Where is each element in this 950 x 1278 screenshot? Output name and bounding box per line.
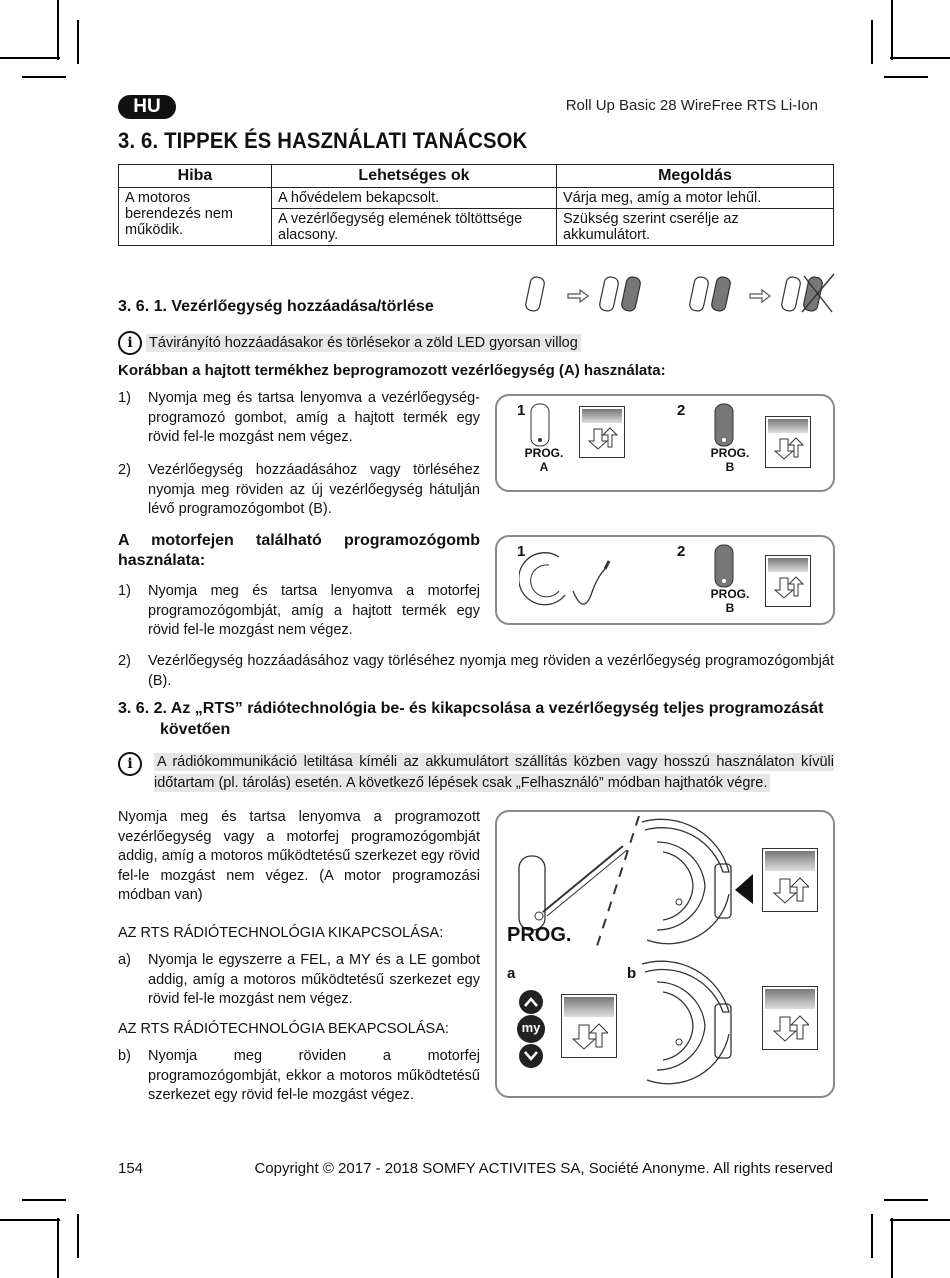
crop-mark [871, 1214, 873, 1258]
list-label: b) [118, 1048, 131, 1064]
prog-label: PROG. [507, 924, 572, 946]
blind-icon [765, 416, 811, 468]
crop-mark [890, 57, 950, 59]
info-note-text: Távirányító hozzáadásakor és törlésekor a zöld LED gyorsan villog [146, 334, 581, 352]
intro-paragraph: Nyomja meg és tartsa lenyomva a programozott vezérlőegység vagy a motorfej programozógombját addig, amíg a motoros működtetésű szerkezet egy rövid fel-le mozgást nem végez. (A motor programozási módban van) [118, 809, 480, 903]
blind-icon [561, 994, 617, 1058]
figure-motor-programming [495, 535, 835, 625]
list-item [118, 1047, 480, 1106]
list-item-text: Vezérlőegység hozzáadásához vagy törléséhez nyomja meg röviden az új vezérlőegység hátulján lévő programozógombot (B). [148, 462, 480, 517]
table-cell-solution: Szükség szerint cserélje az akkumulátort. [557, 209, 834, 246]
crop-mark [884, 1199, 928, 1201]
crop-mark [884, 76, 928, 78]
list-item [118, 461, 480, 520]
subsection-title-362-line1: 3. 6. 2. Az „RTS” rádiótechnológia be- és kikapcsolása a vezérlőegység teljes programozását [118, 700, 824, 717]
step-number: 2 [677, 402, 686, 419]
info-note-362 [118, 752, 834, 794]
list-number: 1) [118, 583, 131, 599]
table-header-problem: Hiba [119, 165, 272, 188]
subsection-title-362 [118, 698, 834, 740]
my-button-label: my [521, 1020, 541, 1035]
table-cell-solution: Várja meg, amíg a motor lehűl. [557, 188, 834, 209]
prog-label [707, 587, 753, 615]
figure-rts-toggle [495, 810, 835, 1098]
blind-icon [762, 986, 818, 1050]
info-note-361 [118, 331, 581, 355]
crop-mark [891, 0, 893, 60]
prog-text: PROG. [710, 587, 750, 601]
product-name: Roll Up Basic 28 WireFree RTS Li-Ion [565, 97, 818, 114]
subtitle-remote-a: Korábban a hajtott termékhez beprogramozott vezérlőegység (A) használata: [118, 362, 666, 379]
list-item-text: Nyomja le egyszerre a FEL, a MY és a LE gombot addig, amíg a motoros működtetésű szerkezet egy rövid fel-le mozgást nem végez. [148, 952, 480, 1007]
crop-mark [890, 1219, 950, 1221]
section-title: 3. 6. TIPPEK ÉS HASZNÁLATI TANÁCSOK [118, 128, 528, 153]
table-header-solution: Megoldás [557, 165, 834, 188]
up-down-arrows-icon [772, 574, 804, 600]
crop-mark [22, 76, 66, 78]
remote-label-a: A [539, 460, 549, 474]
remote-back-icon [525, 402, 559, 450]
list-item [118, 389, 480, 448]
remote-label-b: B [725, 460, 735, 474]
step-number: 1 [517, 402, 526, 419]
step-number: 2 [677, 543, 686, 560]
crop-mark [77, 20, 79, 64]
troubleshooting-table [118, 164, 834, 246]
copyright: Copyright © 2017 - 2018 SOMFY ACTIVITES SA, Société Anonyme. All rights reserved [254, 1160, 833, 1177]
list-item [118, 582, 480, 641]
rts-off-title: AZ RTS RÁDIÓTECHNOLÓGIA KIKAPCSOLÁSA: [118, 925, 444, 941]
crop-mark [57, 1218, 59, 1278]
crop-mark [891, 1218, 893, 1278]
list-label: a) [118, 952, 131, 968]
blind-icon [579, 406, 625, 458]
subsection-title-361: 3. 6. 1. Vezérlőegység hozzáadása/törlése [118, 298, 434, 315]
crop-mark [0, 1219, 60, 1221]
rts-on-title: AZ RTS RÁDIÓTECHNOLÓGIA BEKAPCSOLÁSA: [118, 1021, 449, 1037]
list-number: 2) [118, 653, 131, 669]
info-icon: i [118, 331, 142, 355]
step-number: 1 [517, 543, 526, 560]
motor-head-icon [519, 551, 619, 613]
remote-pairing-illustration [520, 272, 840, 318]
up-down-arrows-icon [771, 1013, 809, 1043]
list-item-text: Nyomja meg és tartsa lenyomva a motorfej programozógombját, amíg a hajtott termék egy rövid fel-le mozgást nem végez. [148, 583, 480, 638]
crop-mark [77, 1214, 79, 1258]
prog-label [521, 446, 567, 474]
list-item [118, 951, 480, 1010]
blind-icon [762, 848, 818, 912]
prog-text: PROG. [524, 446, 564, 460]
table-row [119, 188, 834, 209]
info-note-text: A rádiókommunikáció letiltása kíméli az akkumulátort szállítás közben vagy hosszú használaton kívüli időtartam (pl. tárolás) esetén. A következő lépések csak „Felhasználó” módban hajthatók végre. [154, 754, 834, 791]
list-item-text: Nyomja meg röviden a motorfej programozógombját, ekkor a motoros működtetésű szerkezet egy rövid fel-le mozgást végez. [148, 1048, 480, 1103]
language-badge: HU [118, 95, 176, 119]
figure-remote-programming [495, 394, 835, 492]
remote-label-b: B [725, 601, 735, 615]
list-item-text: Nyomja meg és tartsa lenyomva a vezérlőegység-programozó gombot, amíg a hajtott termék egy rövid fel-le mozgást nem végez. [148, 390, 480, 445]
subtitle-motor-head-text: A motorfejen található programozógomb használata: [118, 532, 480, 569]
up-down-arrows-icon [772, 435, 804, 461]
blind-icon [765, 555, 811, 607]
up-down-arrows-icon [771, 875, 809, 905]
crop-mark [871, 20, 873, 64]
figure-label-b: b [627, 965, 637, 982]
table-header-cause: Lehetséges ok [272, 165, 557, 188]
figure-label-a: a [507, 965, 516, 982]
arrow-right-icon [568, 290, 770, 302]
prog-text: PROG. [710, 446, 750, 460]
subsection-title-362-line2: követően [160, 721, 231, 738]
list-item-text: Vezérlőegység hozzáadásához vagy törléséhez nyomja meg röviden a vezérlőegység programozógombját (B). [148, 653, 834, 689]
list-number: 2) [118, 462, 131, 478]
remote-back-icon [709, 402, 743, 450]
table-cell-cause: A vezérlőegység elemének töltöttsége alacsony. [272, 209, 557, 246]
up-down-arrows-icon [586, 425, 618, 451]
table-cell-problem: A motoros berendezés nem működik. [119, 188, 272, 246]
subtitle-motor-head [118, 531, 480, 571]
crop-mark [57, 0, 59, 60]
crop-mark [0, 57, 60, 59]
table-cell-cause: A hővédelem bekapcsolt. [272, 188, 557, 209]
page-number: 154 [118, 1160, 144, 1177]
prog-label [707, 446, 753, 474]
crop-mark [22, 1199, 66, 1201]
list-item [118, 652, 834, 691]
list-number: 1) [118, 390, 131, 406]
remote-back-icon [709, 543, 743, 591]
info-icon: i [118, 752, 142, 776]
up-down-arrows-icon [570, 1021, 608, 1051]
